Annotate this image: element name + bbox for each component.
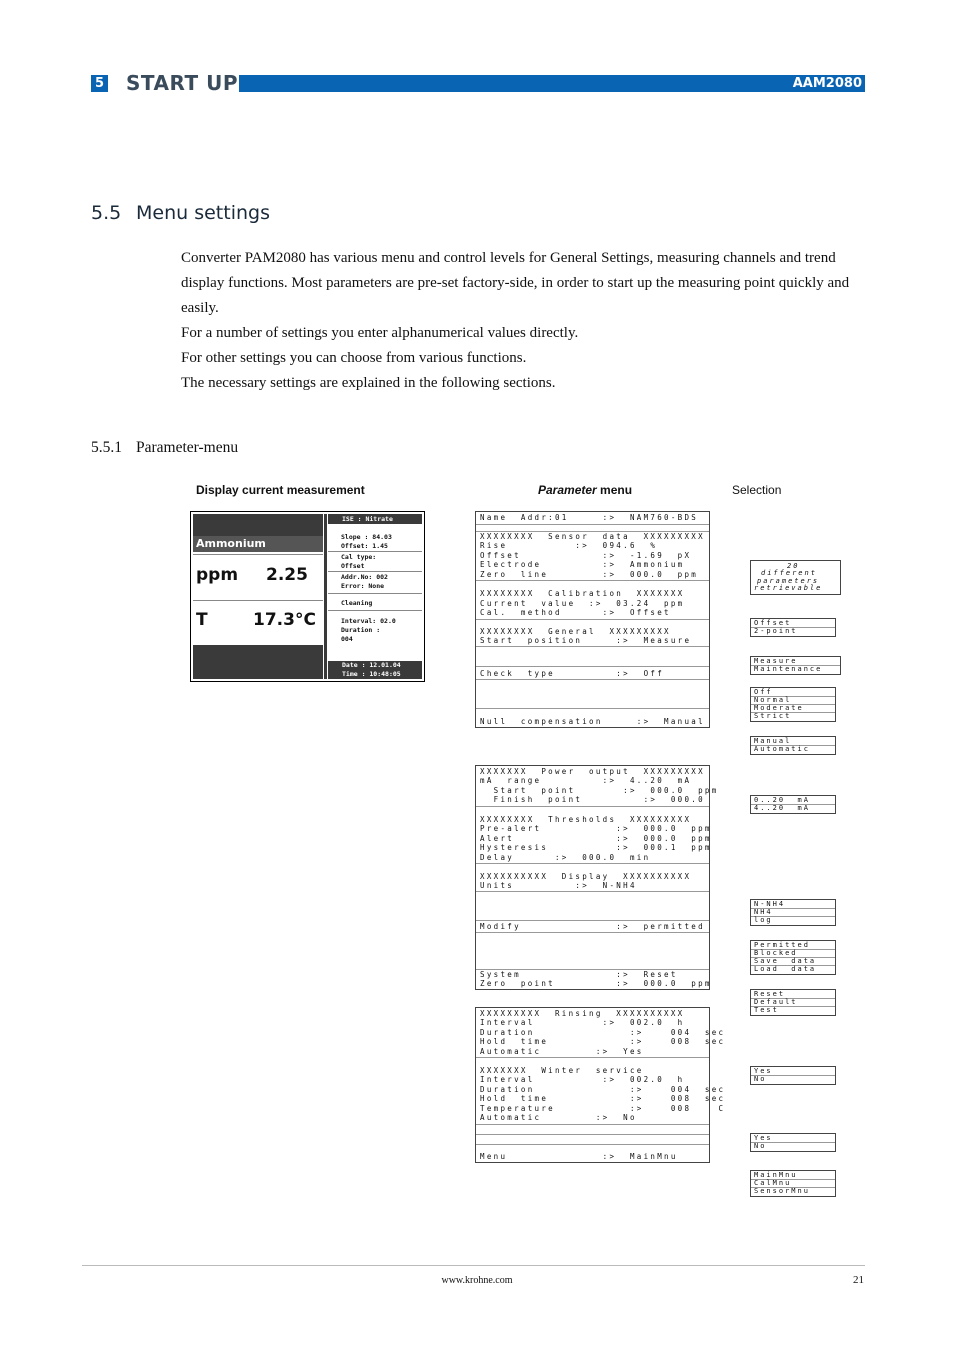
paragraph-sections: The necessary settings are explained in the following sections. [181, 375, 556, 391]
menu-divider [476, 806, 709, 807]
menu-row[interactable]: Rise :> 094.6 % [480, 541, 658, 550]
display-value: 2.25 [266, 565, 308, 585]
selection-winter-automatic [750, 1133, 836, 1152]
caption-parameter-menu [538, 483, 632, 497]
menu-row[interactable]: Check type :> Off [480, 669, 665, 678]
menu-section-header: XXXXXXXX Thresholds XXXXXXXXX [480, 815, 692, 824]
menu-divider [476, 932, 709, 933]
selection-option[interactable]: Moderate [754, 704, 804, 712]
caption-parameter-italic: Parameter [538, 483, 597, 497]
selection-option[interactable]: N-NH4 [754, 900, 786, 908]
selection-option[interactable]: No [754, 1075, 767, 1083]
display-info-line: Cleaning [341, 599, 373, 607]
selection-option: 20 [787, 562, 800, 570]
display-info-line: Cal type: [341, 553, 377, 561]
menu-section-header: XXXXXXX Power output XXXXXXXXX [480, 767, 705, 776]
display-info-line: Addr.No: 002 [341, 573, 388, 581]
menu-row[interactable]: Duration :> 004 sec [480, 1028, 726, 1037]
selection-option[interactable]: 2-point [754, 627, 798, 635]
page-number: 21 [853, 1274, 864, 1286]
display-divider [193, 600, 323, 601]
selection-menu [750, 1170, 836, 1197]
chapter-title: START UP [126, 71, 238, 95]
selection-option[interactable]: Yes [754, 1067, 773, 1075]
display-date: Date : 12.01.04 [342, 661, 401, 669]
display-top-bar [193, 514, 323, 536]
menu-section-header: XXXXXXXXXX Display XXXXXXXXXX [480, 872, 692, 881]
menu-row[interactable]: Duration :> 004 sec [480, 1085, 726, 1094]
display-info-line: Interval: 02.0 [341, 617, 396, 625]
display-info-divider [328, 610, 422, 611]
menu-divider [476, 580, 709, 581]
menu-divider [476, 646, 709, 647]
menu-row[interactable]: Start position :> Measure [480, 636, 692, 645]
parameter-panel-sensor [475, 511, 710, 728]
menu-divider [476, 619, 709, 620]
selection-option[interactable]: SensorMnu [754, 1187, 810, 1195]
menu-row[interactable]: Hold time :> 008 sec [480, 1094, 726, 1103]
selection-option[interactable]: Load data [754, 965, 817, 973]
selection-option[interactable]: Yes [754, 1134, 773, 1142]
display-info-line: Offset: 1.45 [341, 542, 388, 550]
menu-divider [476, 679, 709, 680]
selection-parameters [750, 560, 841, 595]
selection-option[interactable]: Normal [754, 696, 792, 704]
paragraph-functions: For other settings you can choose from various functions. [181, 350, 527, 366]
menu-row[interactable]: Units :> N-NH4 [480, 881, 637, 890]
menu-row[interactable]: mA range :> 4..20 mA [480, 776, 692, 785]
caption-display: Display current measurement [196, 483, 365, 497]
selection-option[interactable]: Default [754, 998, 798, 1006]
menu-row[interactable]: Automatic :> Yes [480, 1047, 644, 1056]
selection-option[interactable]: 4..20 mA [754, 804, 810, 812]
selection-check-type [750, 687, 836, 722]
menu-divider [476, 666, 709, 667]
selection-ma-range [750, 795, 836, 814]
selection-option[interactable]: Off [754, 688, 773, 696]
section-title: Menu settings [136, 202, 270, 224]
display-info-line: Slope : 84.03 [341, 533, 392, 541]
menu-row[interactable]: Interval :> 002.0 h [480, 1018, 685, 1027]
selection-option[interactable]: Save data [754, 957, 817, 965]
display-info-divider [328, 593, 422, 594]
caption-selection: Selection [732, 483, 782, 497]
menu-divider [476, 863, 709, 864]
display-info-line: Error: None [341, 582, 385, 590]
chapter-number: 5 [91, 75, 108, 92]
menu-row[interactable]: Hold time :> 008 sec [480, 1037, 726, 1046]
paragraph-alphanumeric: For a number of settings you enter alphanumerical values directly. [181, 325, 579, 341]
footer-rule [82, 1265, 865, 1266]
selection-system [750, 989, 836, 1016]
menu-row[interactable]: Pre-alert :> 000.0 ppm [480, 824, 712, 833]
menu-section-header: XXXXXXXXX Rinsing XXXXXXXXXX [480, 1009, 685, 1018]
menu-row[interactable]: Zero point :> 000.0 ppm [480, 979, 712, 988]
selection-option: parameters [757, 577, 820, 585]
selection-option[interactable]: Manual [754, 737, 792, 745]
document-id: AAM2080 [792, 76, 862, 91]
menu-row[interactable]: Modify :> permitted [480, 922, 705, 931]
selection-option[interactable]: Reset [754, 990, 786, 998]
display-temp-value: 17.3°C [253, 610, 316, 630]
selection-modify [750, 940, 836, 975]
menu-row[interactable]: Temperature :> 008 C [480, 1104, 726, 1113]
menu-divider [476, 920, 709, 921]
menu-row[interactable]: Finish point :> 000.0 [480, 795, 705, 804]
display-info-line: Duration : [341, 626, 381, 634]
display-bottom-bar [193, 645, 323, 679]
selection-option[interactable]: Maintenance [754, 665, 823, 673]
selection-option[interactable]: Strict [754, 712, 792, 720]
menu-row[interactable]: Current value :> 03.24 ppm [480, 599, 685, 608]
menu-row[interactable]: Name Addr:01 :> NAM760-BDS [480, 513, 699, 522]
menu-divider [476, 708, 709, 709]
menu-row[interactable]: Null compensation :> Manual [480, 717, 705, 726]
selection-units [750, 899, 836, 926]
selection-option[interactable]: MainMnu [754, 1171, 798, 1179]
menu-divider [476, 1144, 709, 1145]
display-time: Time : 10:48:05 [342, 670, 401, 678]
selection-null-compensation [750, 736, 836, 755]
parameter-panel-rinsing [475, 1007, 726, 1163]
menu-row[interactable]: Zero line :> 000.0 ppm [480, 570, 699, 579]
selection-rinsing-automatic [750, 1066, 836, 1085]
subsection-title: Parameter-menu [136, 439, 239, 456]
display-channel-name: Ammonium [193, 536, 323, 552]
display-datetime [328, 661, 422, 679]
selection-option[interactable]: NH4 [754, 908, 773, 916]
menu-row[interactable]: System :> Reset [480, 970, 678, 979]
menu-row[interactable]: Delay :> 000.0 min [480, 853, 651, 862]
menu-section-header: XXXXXXXX Sensor data XXXXXXXXX [480, 532, 705, 541]
menu-row[interactable]: Interval :> 002.0 h [480, 1075, 685, 1084]
menu-divider [476, 1124, 709, 1125]
display-temp-label: T [196, 610, 208, 630]
display-divider [193, 554, 323, 555]
parameter-panel-output [475, 765, 719, 990]
menu-row[interactable]: Offset :> -1.69 pX [480, 551, 692, 560]
footer-url[interactable]: www.krohne.com [441, 1275, 513, 1286]
selection-option[interactable]: No [754, 1142, 767, 1150]
display-sensor-header: ISE : Nitrate [328, 514, 422, 524]
selection-cal-method [750, 618, 836, 637]
paragraph-intro: Converter PAM2080 has various menu and control levels for General Settings, measuring channels and trend display functions. Most parameters are pre-set factory-side, in order to start up the measuring point quickly and easily. [181, 250, 850, 316]
menu-divider [476, 1057, 709, 1058]
selection-option[interactable]: Test [754, 1006, 779, 1014]
selection-option: different [761, 569, 817, 577]
menu-divider [476, 891, 709, 892]
selection-option[interactable]: log [754, 916, 773, 924]
caption-menu-word: menu [596, 483, 633, 497]
menu-section-header: XXXXXXX Winter service [480, 1066, 644, 1075]
selection-option[interactable]: CalMnu [754, 1179, 792, 1187]
selection-option[interactable]: Automatic [754, 745, 810, 753]
selection-option: retrievable [754, 584, 823, 592]
measurement-display [190, 511, 425, 682]
menu-row[interactable]: Menu :> MainMnu [480, 1152, 678, 1161]
selection-option[interactable]: 0..20 mA [754, 796, 810, 804]
menu-row[interactable]: Cal. method :> Offset [480, 608, 671, 617]
selection-option[interactable]: Offset [754, 619, 792, 627]
selection-option[interactable]: Blocked [754, 949, 798, 957]
selection-option[interactable]: Permitted [754, 941, 810, 949]
display-separator [324, 514, 327, 679]
menu-divider [476, 1134, 709, 1135]
display-info-divider [328, 551, 422, 552]
menu-section-header: XXXXXXXX General XXXXXXXXX [480, 627, 671, 636]
selection-option[interactable]: Measure [754, 657, 798, 665]
section-number: 5.5 [91, 202, 122, 224]
menu-section-header: XXXXXXXX Calibration XXXXXXX [480, 589, 685, 598]
display-unit: ppm [196, 565, 239, 585]
selection-start-position [750, 656, 841, 675]
display-info-divider [328, 571, 422, 572]
menu-row[interactable]: Automatic :> No [480, 1113, 637, 1122]
menu-row[interactable]: Start point :> 000.0 ppm [480, 786, 719, 795]
menu-divider [476, 524, 709, 525]
menu-row[interactable]: Alert :> 000.0 ppm [480, 834, 712, 843]
menu-row[interactable]: Hysteresis :> 000.1 ppm [480, 843, 712, 852]
display-info-line: 004 [341, 635, 353, 643]
header-bar [239, 75, 865, 92]
display-info-line: Offset [341, 562, 365, 570]
menu-row[interactable]: Electrode :> Ammonium [480, 560, 685, 569]
subsection-number: 5.5.1 [91, 439, 122, 456]
